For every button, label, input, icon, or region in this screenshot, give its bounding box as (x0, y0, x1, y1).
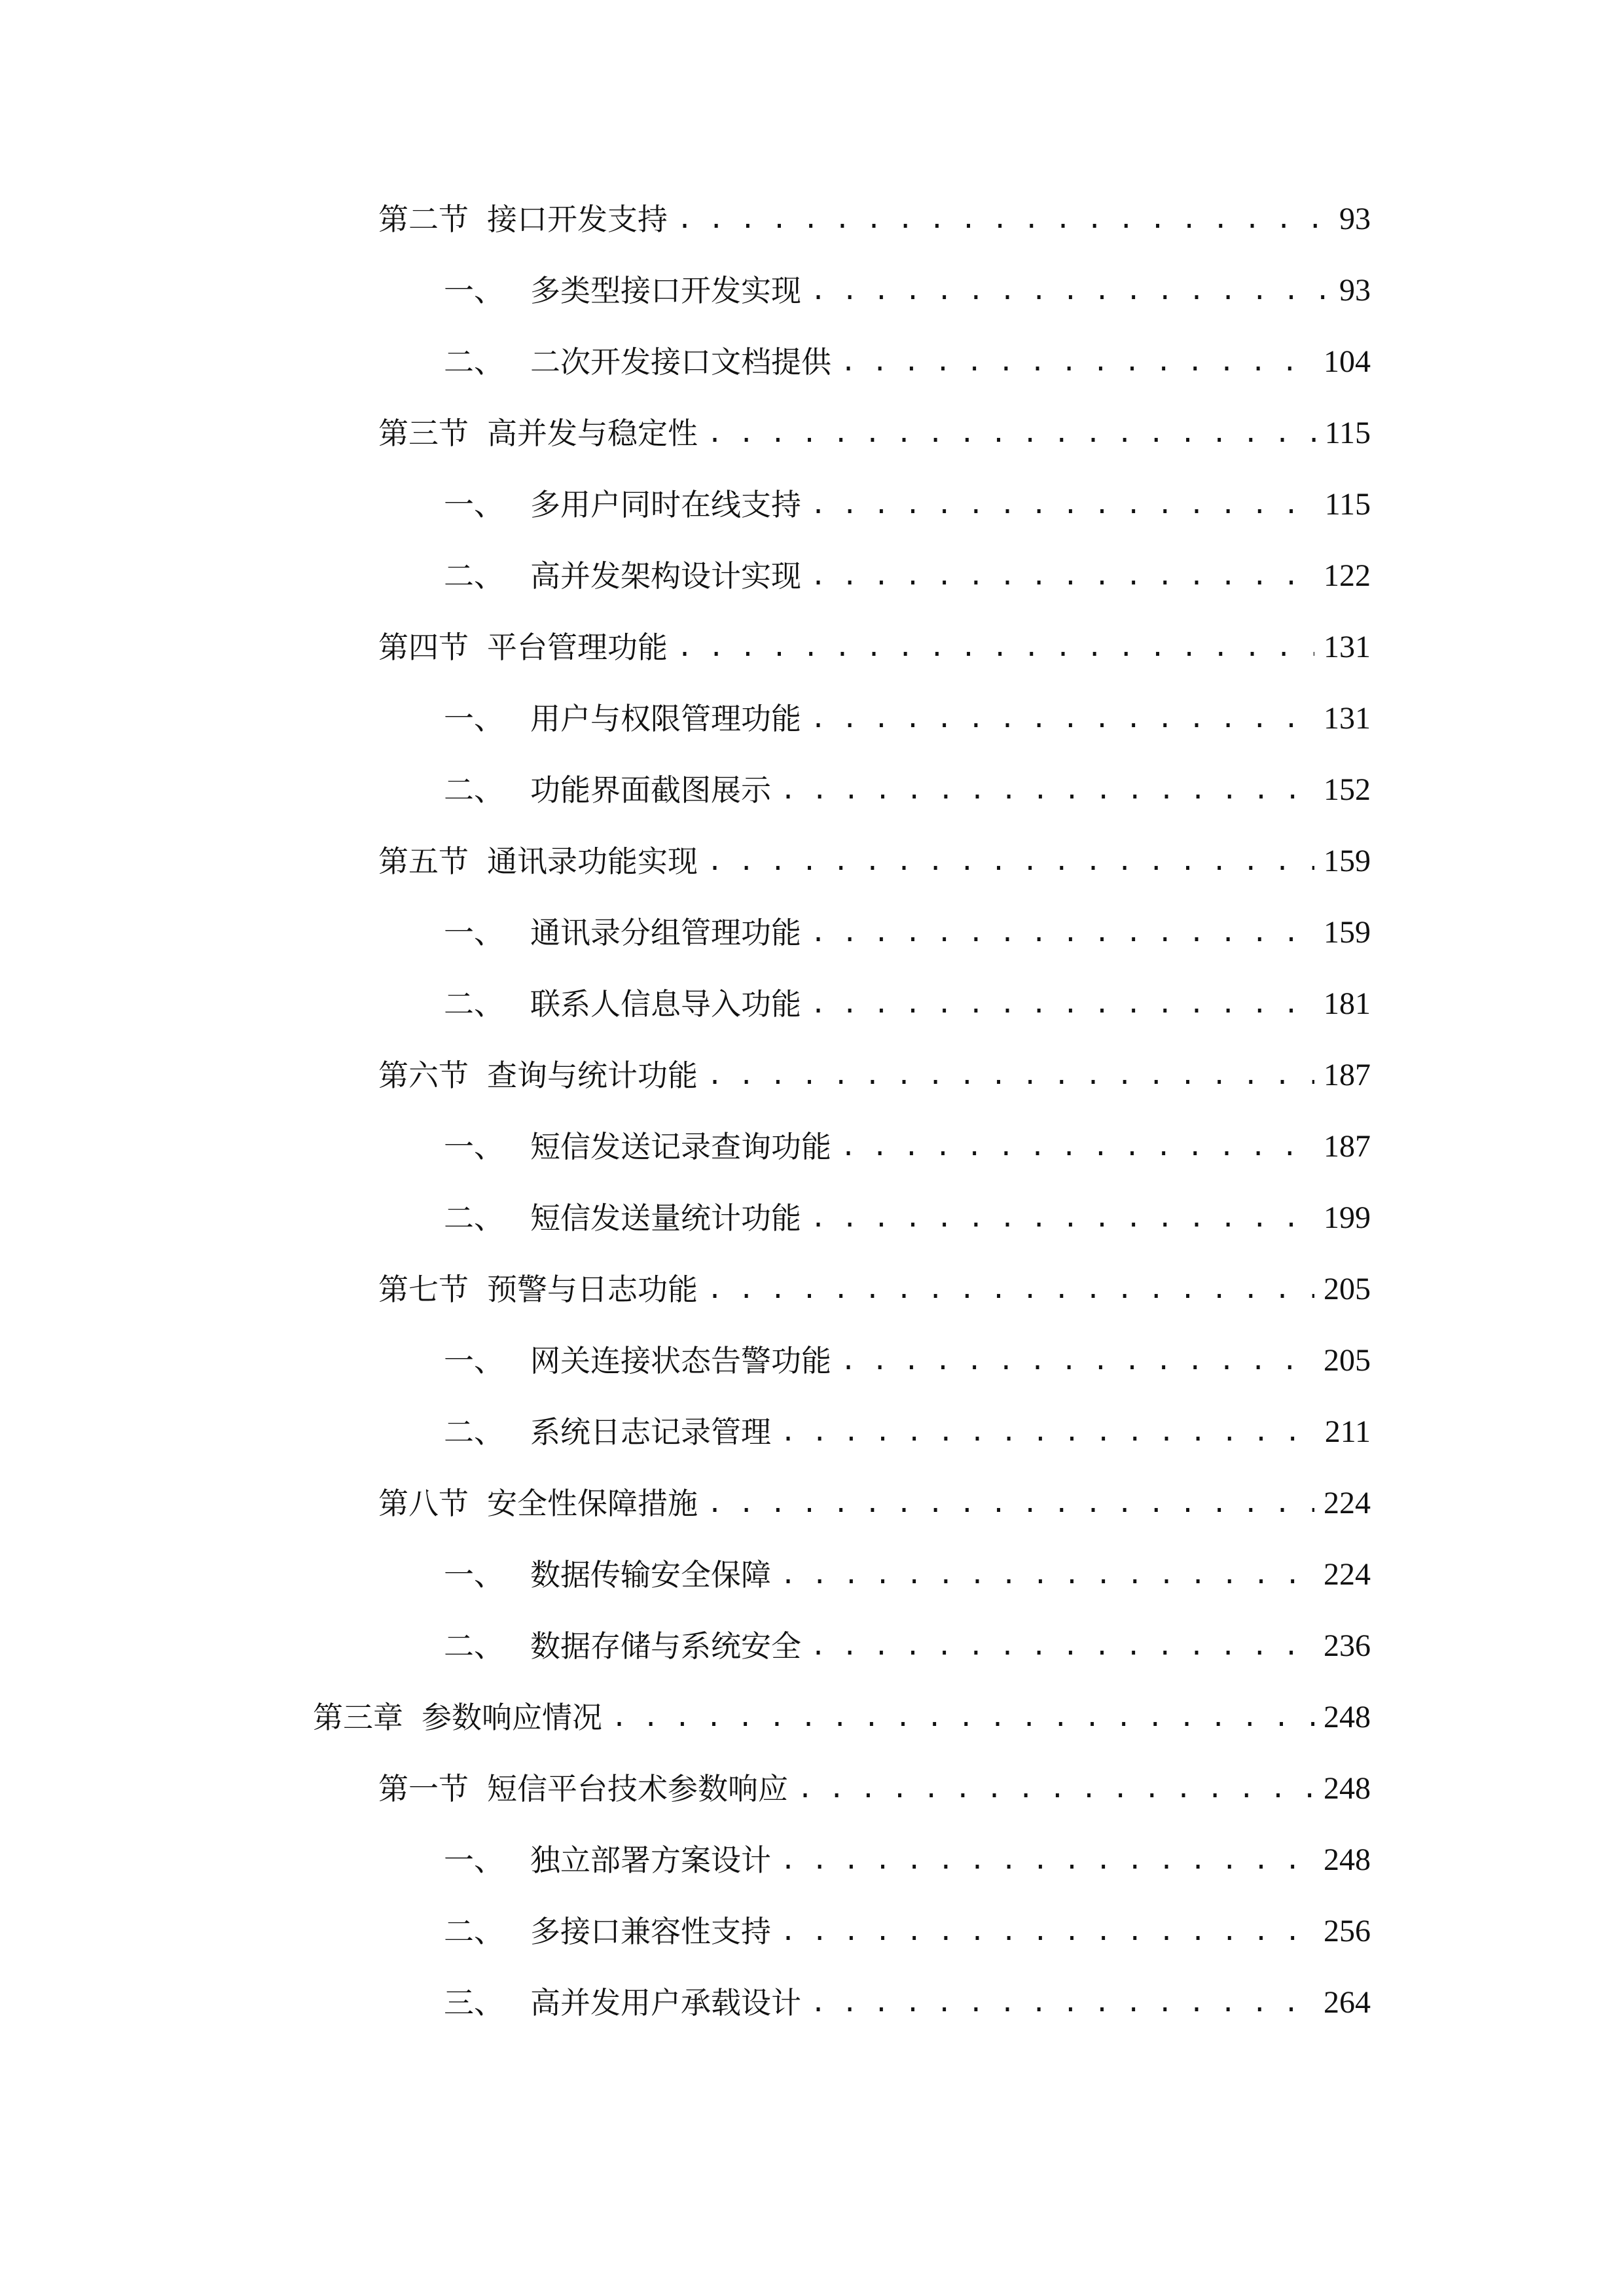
toc-entry-title: 独立部署方案设计 (530, 1842, 771, 1878)
toc-entry-title: 用户与权限管理功能 (530, 701, 801, 736)
toc-entry-page: 115 (1324, 416, 1371, 450)
toc-dot-leader (810, 1623, 1314, 1669)
toc-entry-number: 一、 (444, 1842, 504, 1878)
toc-entry-number: 第二节 (378, 202, 469, 237)
toc-entry-title: 安全性保障措施 (487, 1486, 698, 1521)
toc-entry-number: 一、 (444, 1557, 504, 1592)
toc-entry[interactable] (444, 1623, 1371, 1669)
toc-entry-number: 二、 (444, 344, 504, 380)
toc-entry-title: 数据存储与系统安全 (530, 1628, 801, 1664)
toc-entry-title: 通讯录分组管理功能 (530, 915, 801, 950)
toc-dot-leader (810, 1980, 1314, 2026)
toc-entry[interactable] (313, 1695, 1371, 1740)
toc-entry-page: 248 (1324, 1771, 1371, 1806)
toc-dot-leader (780, 1552, 1314, 1598)
toc-entry-page: 256 (1324, 1914, 1371, 1948)
toc-entry-title: 参数响应情况 (422, 1700, 602, 1735)
toc-entry-number: 二、 (444, 558, 504, 594)
toc-entry-title: 多类型接口开发实现 (530, 273, 801, 308)
toc-entry-page: 93 (1339, 273, 1371, 308)
toc-entry[interactable] (444, 1409, 1371, 1455)
toc-entry-title: 预警与日志功能 (487, 1272, 698, 1307)
toc-dot-leader (780, 767, 1314, 813)
toc-dot-leader (780, 1409, 1316, 1455)
toc-entry-title: 短信平台技术参数响应 (487, 1771, 788, 1806)
toc-entry[interactable] (444, 910, 1371, 956)
toc-dot-leader (611, 1695, 1314, 1740)
toc-dot-leader (840, 1124, 1314, 1170)
toc-entry[interactable] (444, 553, 1371, 599)
toc-entry[interactable] (444, 339, 1371, 385)
toc-entry-number: 第七节 (378, 1272, 469, 1307)
toc-entry[interactable] (378, 1052, 1371, 1098)
toc-entry-title: 功能界面截图展示 (530, 772, 771, 808)
toc-entry-page: 187 (1324, 1058, 1371, 1092)
toc-dot-leader (780, 1909, 1314, 1954)
toc-dot-leader (707, 410, 1316, 456)
toc-dot-leader (780, 1837, 1314, 1883)
toc-entry[interactable] (378, 1480, 1371, 1526)
toc-entry-number: 第三章 (313, 1700, 403, 1735)
toc-dot-leader (677, 196, 1330, 242)
toc-entry-number: 二、 (444, 986, 504, 1022)
toc-entry[interactable] (444, 1909, 1371, 1954)
toc-entry-page: 159 (1324, 844, 1371, 878)
toc-entry-title: 查询与统计功能 (487, 1058, 698, 1093)
toc-entry-number: 一、 (444, 915, 504, 950)
toc-dot-leader (707, 1052, 1314, 1098)
toc-entry-title: 高并发用户承载设计 (530, 1985, 801, 2020)
toc-dot-leader (810, 482, 1316, 528)
toc-entry[interactable] (444, 1338, 1371, 1384)
toc-dot-leader (707, 838, 1314, 884)
toc-entry-number: 一、 (444, 1129, 504, 1164)
toc-entry-title: 通讯录功能实现 (487, 844, 698, 879)
toc-entry-page: 181 (1324, 986, 1371, 1021)
toc-entry-number: 二、 (444, 1628, 504, 1664)
toc-entry[interactable] (444, 696, 1371, 742)
toc-entry-page: 131 (1324, 701, 1371, 736)
toc-entry-title: 多接口兼容性支持 (530, 1914, 771, 1949)
toc-entry-title: 网关连接状态告警功能 (530, 1343, 831, 1378)
toc-dot-leader (797, 1766, 1314, 1812)
toc-entry[interactable] (444, 1980, 1371, 2026)
toc-entry-page: 205 (1324, 1343, 1371, 1378)
toc-entry-title: 平台管理功能 (487, 630, 668, 665)
toc-entry-number: 第五节 (378, 844, 469, 879)
toc-entry-title: 联系人信息导入功能 (530, 986, 801, 1022)
toc-entry[interactable] (444, 981, 1371, 1027)
toc-entry-number: 一、 (444, 701, 504, 736)
toc-entry-page: 187 (1324, 1129, 1371, 1164)
toc-entry[interactable] (378, 838, 1371, 884)
toc-entry-number: 二、 (444, 772, 504, 808)
toc-entry-title: 高并发架构设计实现 (530, 558, 801, 594)
toc-entry-page: 236 (1324, 1628, 1371, 1663)
toc-entry-number: 第四节 (378, 630, 469, 665)
toc-entry-number: 第一节 (378, 1771, 469, 1806)
toc-entry-page: 224 (1324, 1486, 1371, 1520)
toc-entry-page: 159 (1324, 915, 1371, 950)
toc-entry-number: 第六节 (378, 1058, 469, 1093)
toc-entry-title: 数据传输安全保障 (530, 1557, 771, 1592)
toc-entry-page: 104 (1324, 344, 1371, 379)
toc-entry-page: 264 (1324, 1985, 1371, 2020)
toc-dot-leader (840, 1338, 1314, 1384)
toc-entry-page: 211 (1324, 1414, 1371, 1449)
toc-entry-page: 93 (1339, 202, 1371, 236)
toc-entry-title: 系统日志记录管理 (530, 1414, 771, 1450)
toc-entry[interactable] (444, 482, 1371, 528)
toc-entry-title: 高并发与稳定性 (487, 416, 698, 451)
toc-dot-leader (707, 1480, 1314, 1526)
toc-entry[interactable] (378, 624, 1371, 670)
toc-entry[interactable] (378, 1766, 1371, 1812)
toc-entry[interactable] (444, 1552, 1371, 1598)
toc-entry-number: 一、 (444, 273, 504, 308)
toc-entry-page: 224 (1324, 1557, 1371, 1592)
toc-dot-leader (810, 696, 1314, 742)
toc-dot-leader (707, 1266, 1314, 1312)
toc-entry-number: 三、 (444, 1985, 504, 2020)
toc-entry-number: 二、 (444, 1200, 504, 1236)
toc-dot-leader (810, 553, 1314, 599)
toc-entry-number: 一、 (444, 487, 504, 522)
toc-entry-page: 205 (1324, 1272, 1371, 1306)
toc-entry[interactable] (444, 1837, 1371, 1883)
toc-entry[interactable] (444, 268, 1371, 314)
toc-entry-page: 248 (1324, 1700, 1371, 1734)
toc-entry-title: 短信发送量统计功能 (530, 1200, 801, 1236)
toc-dot-leader (810, 1195, 1314, 1241)
toc-entry-title: 短信发送记录查询功能 (530, 1129, 831, 1164)
toc-entry[interactable] (378, 196, 1371, 242)
toc-entry[interactable] (444, 1124, 1371, 1170)
toc-dot-leader (810, 910, 1314, 956)
toc-entry-number: 第八节 (378, 1486, 469, 1521)
toc-dot-leader (677, 624, 1314, 670)
toc-entry[interactable] (444, 767, 1371, 813)
toc-entry-page: 199 (1324, 1200, 1371, 1235)
toc-entry-number: 二、 (444, 1914, 504, 1949)
toc-entry-page: 122 (1324, 558, 1371, 593)
toc-entry-page: 152 (1324, 772, 1371, 807)
toc-entry-number: 二、 (444, 1414, 504, 1450)
toc-dot-leader (810, 268, 1330, 314)
toc-entry-page: 115 (1324, 487, 1371, 522)
toc-dot-leader (810, 981, 1314, 1027)
toc-entry-number: 一、 (444, 1343, 504, 1378)
toc-entry-page: 248 (1324, 1842, 1371, 1877)
toc-entry-page: 131 (1324, 630, 1371, 664)
toc-entry[interactable] (444, 1195, 1371, 1241)
toc-entry[interactable] (378, 1266, 1371, 1312)
toc-entry-title: 多用户同时在线支持 (530, 487, 801, 522)
toc-entry[interactable] (378, 410, 1371, 456)
toc-entry-number: 第三节 (378, 416, 469, 451)
toc-dot-leader (840, 339, 1314, 385)
toc-entry-title: 接口开发支持 (487, 202, 668, 237)
toc-entry-title: 二次开发接口文档提供 (530, 344, 831, 380)
